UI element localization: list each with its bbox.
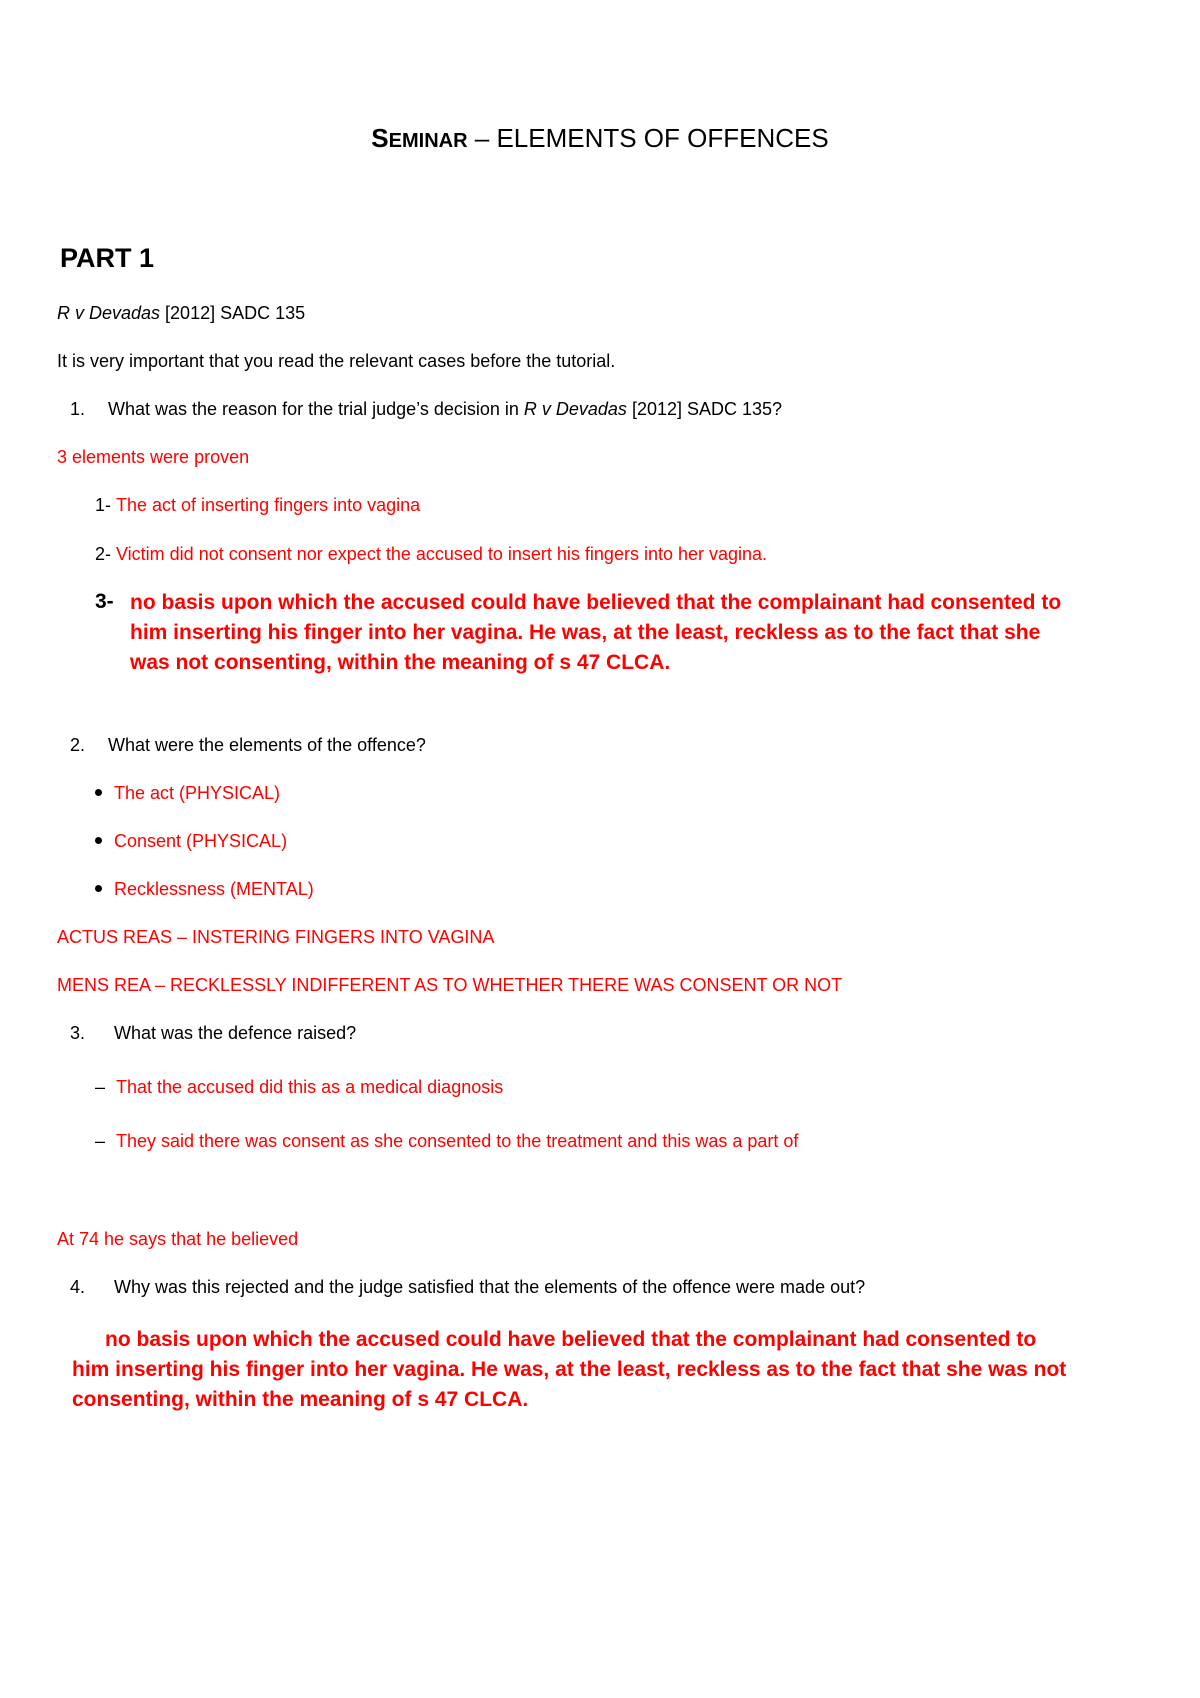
- intro-text: It is very important that you read the relevant cases before the tutorial.: [57, 351, 616, 371]
- question-2: What were the elements of the offence?: [108, 735, 426, 755]
- question-4-number: 4.: [70, 1277, 86, 1297]
- question-1-case-name: R v Devadas: [523, 399, 627, 419]
- title-rest: – ELEMENTS OF OFFENCES: [467, 123, 829, 153]
- answer-1-item-3-line-3: was not consenting, within the meaning of s 47 CLCA.: [130, 651, 671, 674]
- answer-2-bullet-3: [95, 879, 314, 900]
- question-3-number: 3.: [70, 1023, 86, 1043]
- answer-4-line-1: no basis upon which the accused could have believed that the complainant had consented to: [105, 1328, 1037, 1351]
- answer-4: [72, 1325, 1152, 1415]
- at-74-note: At 74 he says that he believed: [57, 1229, 299, 1249]
- answer-4-line-2: him inserting his finger into her vagina. He was, at the least, reckless as to the fact that she was not: [72, 1358, 1067, 1381]
- part-heading: PART 1: [60, 243, 155, 273]
- question-2-number: 2.: [70, 735, 86, 755]
- page-title: [0, 123, 1200, 154]
- actus-reas-line: ACTUS REAS – INSTERING FINGERS INTO VAGINA: [57, 927, 495, 947]
- answer-1-item-3: [130, 588, 1080, 678]
- bullet-icon: [95, 789, 102, 796]
- answer-2-bullet-2-text: Consent (PHYSICAL): [114, 831, 288, 851]
- answer-3-item-2: They said there was consent as she consented to the treatment and this was a part of: [116, 1131, 799, 1151]
- question-3: What was the defence raised?: [114, 1023, 357, 1043]
- title-prefix-cap: S: [371, 123, 389, 153]
- answer-1-item-3-line-2: him inserting his finger into her vagina. He was, at the least, reckless as to the fact that she: [130, 621, 1041, 644]
- bullet-icon: [95, 885, 102, 892]
- answer-2-bullet-1: [95, 783, 280, 804]
- answer-1-item-3-number: 3-: [95, 590, 114, 613]
- answer-4-line-3: consenting, within the meaning of s 47 CLCA.: [72, 1388, 529, 1411]
- answer-3-item-1: That the accused did this as a medical diagnosis: [116, 1077, 504, 1097]
- title-prefix-small: EMINAR: [388, 130, 468, 152]
- case-citation-rest: [2012] SADC 135: [160, 303, 306, 323]
- answer-2-bullet-1-text: The act (PHYSICAL): [114, 783, 281, 803]
- answer-1-item-2-number: 2-: [95, 544, 112, 564]
- answer-2-bullet-3-text: Recklessness (MENTAL): [114, 879, 314, 899]
- question-1-number: 1.: [70, 399, 86, 419]
- case-citation: [57, 303, 305, 324]
- question-1: [108, 399, 782, 420]
- bullet-icon: [95, 837, 102, 844]
- answer-1-item-2: Victim did not consent nor expect the accused to insert his fingers into her vagina.: [116, 544, 768, 564]
- mens-rea-line: MENS REA – RECKLESSLY INDIFFERENT AS TO WHETHER THERE WAS CONSENT OR NOT: [57, 975, 843, 995]
- answer-2-bullet-2: [95, 831, 287, 852]
- answer-1-heading: 3 elements were proven: [57, 447, 250, 467]
- dash-icon: –: [95, 1077, 106, 1097]
- question-1-text-before: What was the reason for the trial judge’s decision in: [108, 399, 524, 419]
- case-name: R v Devadas: [57, 303, 161, 323]
- question-1-text-after: [2012] SADC 135?: [626, 399, 783, 419]
- dash-icon: –: [95, 1131, 106, 1151]
- answer-1-item-3-line-1: no basis upon which the accused could have believed that the complainant had consented to: [130, 591, 1062, 614]
- answer-1-item-1: The act of inserting fingers into vagina: [116, 495, 421, 515]
- question-4: Why was this rejected and the judge satisfied that the elements of the offence were made out?: [114, 1277, 866, 1297]
- answer-1-item-1-number: 1-: [95, 495, 112, 515]
